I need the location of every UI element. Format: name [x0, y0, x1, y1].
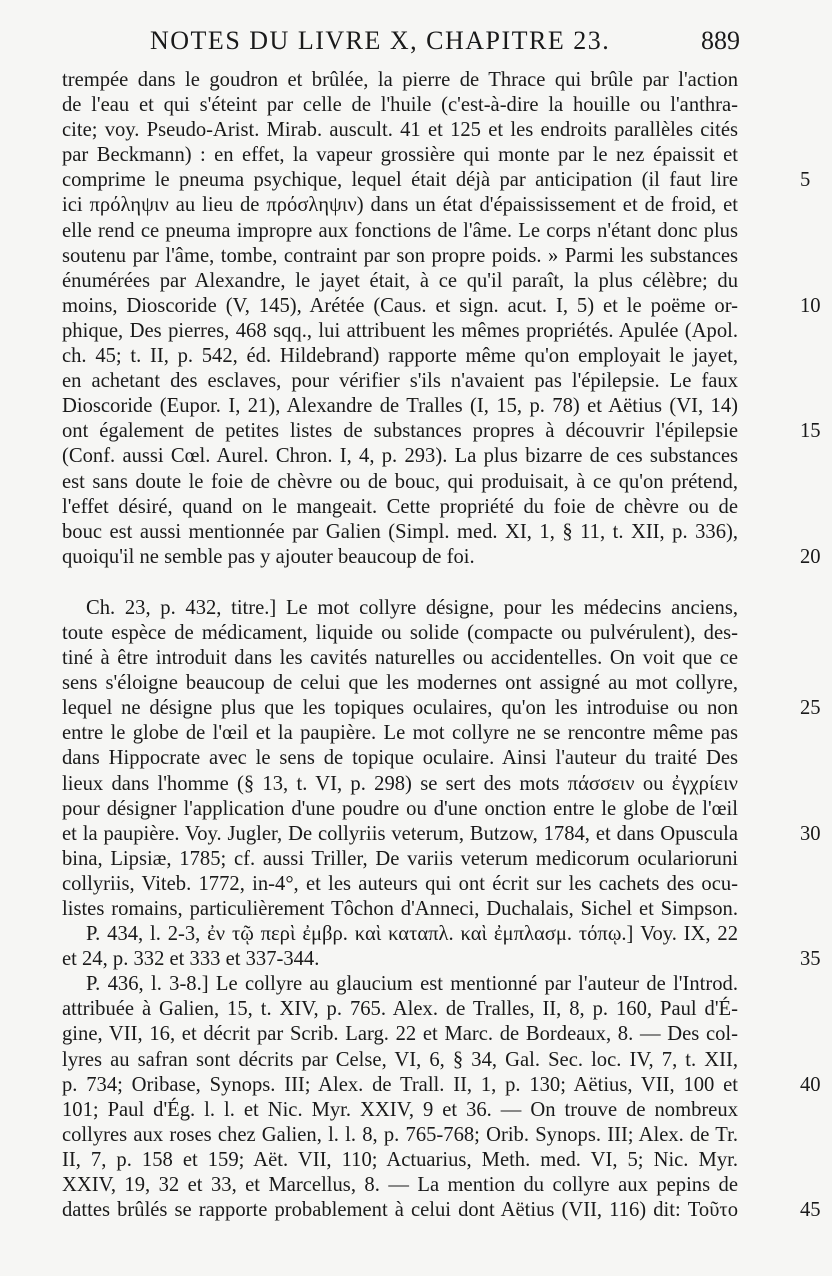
- text-line: II, 7, p. 158 et 159; Aët. VII, 110; Actuarius, Meth. med. VI, 5; Nic. Myr.: [62, 1148, 738, 1171]
- text-line: bouc est aussi mentionnée par Galien (Simpl. med. XI, 1, § 11, t. XII, p. 336),: [62, 520, 738, 543]
- page-number: 889: [701, 26, 740, 55]
- text-line: Ch. 23, p. 432, titre.] Le mot collyre désigne, pour les médecins anciens,: [86, 596, 738, 619]
- notes-body: [62, 68, 821, 1223]
- line-number: 25: [800, 697, 821, 720]
- text-line: pour désigner l'application d'une poudre ou d'une onction entre le globe de l'œil: [62, 797, 738, 820]
- text-line: est sans doute le foie de chèvre ou de bouc, qui produisait, à ce qu'on prétend,: [62, 470, 738, 493]
- line-text: comprime le pneuma psychique, lequel était déjà par anticipation (il faut lire: [62, 169, 738, 192]
- text-line: P. 434, l. 2-3, ἐν τῷ περὶ ἐμβρ. καὶ καταπλ. καὶ ἐμπλασμ. τόπῳ.] Voy. IX, 22: [86, 923, 738, 946]
- line-text: p. 734; Oribase, Synops. III; Alex. de Trall. II, 1, p. 130; Aëtius, VII, 100 et: [62, 1073, 738, 1096]
- text-line: cite; voy. Pseudo-Arist. Mirab. auscult. 41 et 125 et les endroits parallèles cités: [62, 119, 738, 142]
- line-number: 40: [800, 1073, 821, 1096]
- text-line: par Beckmann) : en effet, la vapeur grossière qui monte par le nez épaissit et: [62, 144, 738, 167]
- text-line: entre le globe de l'œil et la paupière. Le mot collyre ne se rencontre même pas: [62, 722, 738, 745]
- text-line: l'effet désiré, quand on le mangeait. Cette propriété du foie de chèvre ou de: [62, 495, 738, 518]
- text-line: [62, 696, 821, 721]
- text-line: [62, 419, 821, 444]
- line-text: dattes brûlés se rapporte probablement à celui dont Aëtius (VII, 116) dit: Τοῦτο: [62, 1199, 738, 1222]
- paragraph-gap: [62, 570, 738, 596]
- text-line: Dioscoride (Eupor. I, 21), Alexandre de Tralles (I, 15, p. 78) et Aëtius (VI, 14): [62, 395, 738, 418]
- text-line: (Conf. aussi Cœl. Aurel. Chron. I, 4, p. 293). La plus bizarre de ces substances: [62, 445, 738, 468]
- text-line: tiné à être introduit dans les cavités naturelles ou accidentelles. On voit que ce: [62, 647, 738, 670]
- text-line: soutenu par l'âme, tombe, contraint par son propre poids. » Parmi les substances: [62, 244, 738, 267]
- line-number: 5: [800, 169, 811, 192]
- running-title: NOTES DU LIVRE X, CHAPITRE 23.: [150, 26, 611, 55]
- text-line: de l'eau et qui s'éteint par celle de l'huile (c'est-à-dire la houille ou l'anthra-: [62, 94, 738, 117]
- text-line: phique, Des pierres, 468 sqq., lui attribuent les mêmes propriétés. Apulée (Apol.: [62, 319, 738, 342]
- text-line: lyres au safran sont décrits par Celse, VI, 6, § 34, Gal. Sec. loc. IV, 7, t. XII,: [62, 1048, 738, 1071]
- text-line: bina, Lipsiæ, 1785; cf. aussi Triller, De variis veterum medicorum ocularioruni: [62, 847, 738, 870]
- line-text: lequel ne désigne plus que les topiques oculaires, qu'on les introduise ou non: [62, 697, 738, 720]
- text-line: toute espèce de médicament, liquide ou solide (compacte ou pulvérulent), des-: [62, 621, 738, 644]
- text-line: [62, 1198, 821, 1223]
- text-line: listes romains, particulièrement Tôchon d'Anneci, Duchalais, Sichel et Simpson.: [62, 898, 738, 920]
- line-text: ont également de petites listes de substances propres à découvrir l'épilepsie: [62, 420, 738, 443]
- line-number: 45: [800, 1199, 821, 1222]
- line-text: et la paupière. Voy. Jugler, De collyriis veterum, Butzow, 1784, et dans Opuscula: [62, 822, 738, 845]
- text-line: P. 436, l. 3-8.] Le collyre au glaucium est mentionné par l'auteur de l'Introd.: [86, 973, 738, 996]
- line-number: 30: [800, 822, 821, 845]
- text-line: gine, VII, 16, et décrit par Scrib. Larg. 22 et Marc. de Bordeaux, 8. — Des col-: [62, 1023, 738, 1046]
- text-line: [62, 947, 821, 972]
- text-line: ch. 45; t. II, p. 542, éd. Hildebrand) rapporte même qu'on employait le jayet,: [62, 345, 738, 368]
- text-line: [62, 822, 821, 847]
- text-line: collyriis, Viteb. 1772, in-4°, et les auteurs qui ont écrit sur les cachets des ocu-: [62, 872, 738, 895]
- text-line: 101; Paul d'Ég. l. l. et Nic. Myr. XXIV, 9 et 36. — On trouve de nombreux: [62, 1098, 738, 1121]
- text-line: ici πρόληψιν au lieu de πρόσληψιν) dans un état d'épaississement et de froid, et: [62, 194, 738, 217]
- text-line: sens s'éloigne beaucoup de celui que les modernes ont assigné au mot collyre,: [62, 672, 738, 695]
- text-line: [62, 545, 821, 570]
- text-line: [62, 168, 811, 193]
- line-number: 10: [800, 294, 821, 317]
- running-header: [60, 26, 740, 60]
- text-line: en achetant des esclaves, pour vérifier s'ils n'avaient pas l'épilepsie. Le faux: [62, 370, 738, 393]
- text-line: elle rend ce pneuma impropre aux fonctions de l'âme. Le corps n'étant donc plus: [62, 219, 738, 242]
- line-text: quoiqu'il ne semble pas y ajouter beaucoup de foi.: [62, 545, 475, 568]
- line-number: 15: [800, 420, 821, 443]
- text-line: collyres aux roses chez Galien, l. l. 8, p. 765-768; Orib. Synops. III; Alex. de Tr.: [62, 1123, 738, 1146]
- text-line: trempée dans le goudron et brûlée, la pierre de Thrace qui brûle par l'action: [62, 69, 738, 91]
- text-line: dans Hippocrate avec le sens de topique oculaire. Ainsi l'auteur du traité Des: [62, 747, 738, 770]
- line-text: moins, Dioscoride (V, 145), Arétée (Caus. et sign. acut. I, 5) et le poëme or-: [62, 294, 738, 317]
- line-number: 35: [800, 948, 821, 971]
- text-line: [62, 1073, 821, 1098]
- line-number: 20: [800, 545, 821, 568]
- text-line: XXIV, 19, 32 et 33, et Marcellus, 8. — La mention du collyre aux pepins de: [62, 1174, 738, 1197]
- text-line: [62, 294, 821, 319]
- text-line: lieux dans l'homme (§ 13, t. VI, p. 298) se sert des mots πάσσειν ou ἐγχρίειν: [62, 772, 738, 795]
- text-line: énumérées par Alexandre, le jayet était, à ce qu'il paraît, la plus célèbre; du: [62, 269, 738, 292]
- line-text: et 24, p. 332 et 333 et 337-344.: [62, 948, 320, 971]
- text-line: attribuée à Galien, 15, t. XIV, p. 765. Alex. de Tralles, II, 8, p. 160, Paul d'É-: [62, 998, 738, 1021]
